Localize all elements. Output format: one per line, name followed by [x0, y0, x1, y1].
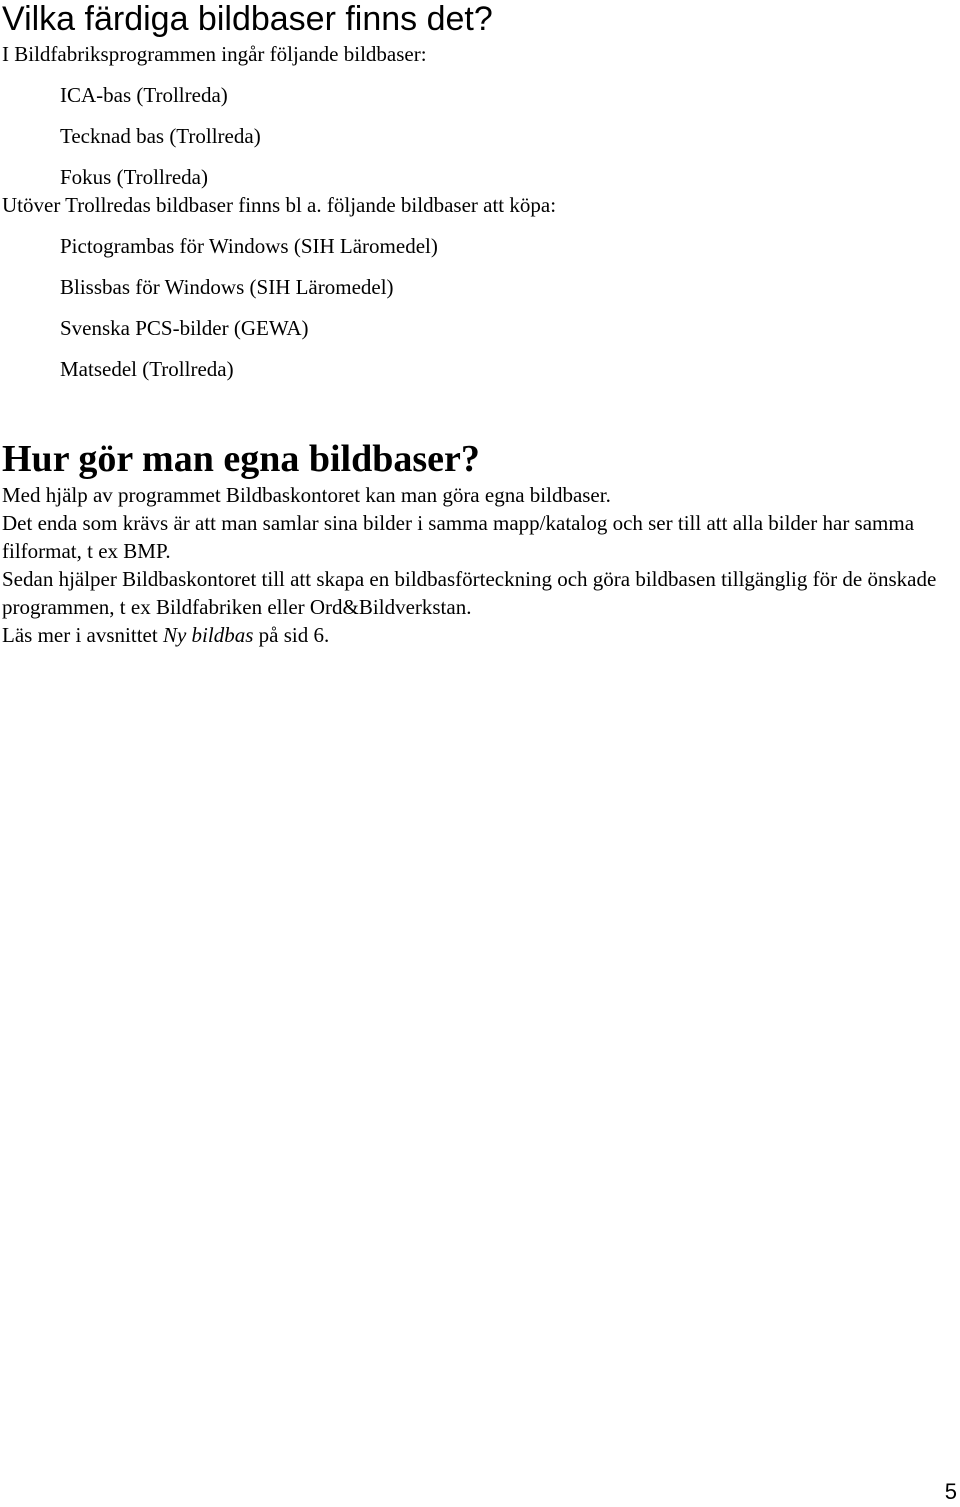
list-item: Fokus (Trollreda) — [60, 165, 208, 189]
page-number: 5 — [944, 1479, 957, 1504]
document-page — [2, 0, 956, 649]
intro-buyable-bases: Utöver Trollredas bildbaser finns bl a. följande bildbaser att köpa: — [2, 193, 557, 217]
intro-included-bases: I Bildfabriksprogrammen ingår följande bildbaser: — [2, 42, 427, 66]
read-more-suffix: på sid 6. — [253, 623, 330, 647]
read-more-prefix: Läs mer i avsnittet — [2, 623, 163, 647]
paragraph-next-steps: Sedan hjälper Bildbaskontoret till att skapa en bildbasförteckning och göra bildbasen tillgänglig för de önskade programmen, t ex Bildfabriken eller Ord&Bildverkstan. — [2, 567, 937, 619]
section-reference-ny-bildbas: Ny bildbas — [162, 623, 254, 647]
heading-own-image-bases: Hur gör man egna bildbaser? — [2, 438, 480, 480]
list-item: Blissbas för Windows (SIH Läromedel) — [60, 275, 394, 299]
list-item: ICA-bas (Trollreda) — [60, 83, 228, 107]
buyable-bases-list — [2, 232, 956, 383]
list-item: Matsedel (Trollreda) — [60, 357, 234, 381]
paragraph-read-more — [2, 621, 956, 649]
list-item: Tecknad bas (Trollreda) — [60, 124, 261, 148]
paragraph-bildbaskontoret: Med hjälp av programmet Bildbaskontoret kan man göra egna bildbaser. — [2, 483, 611, 507]
included-bases-list — [2, 81, 956, 191]
list-item: Pictogrambas för Windows (SIH Läromedel) — [60, 234, 438, 258]
list-item: Svenska PCS-bilder (GEWA) — [60, 316, 309, 340]
heading-ready-image-bases: Vilka färdiga bildbaser finns det? — [2, 0, 493, 38]
paragraph-requirements: Det enda som krävs är att man samlar sina bilder i samma mapp/katalog och ser till att alla bilder har samma filformat, t ex BMP. — [2, 511, 915, 563]
